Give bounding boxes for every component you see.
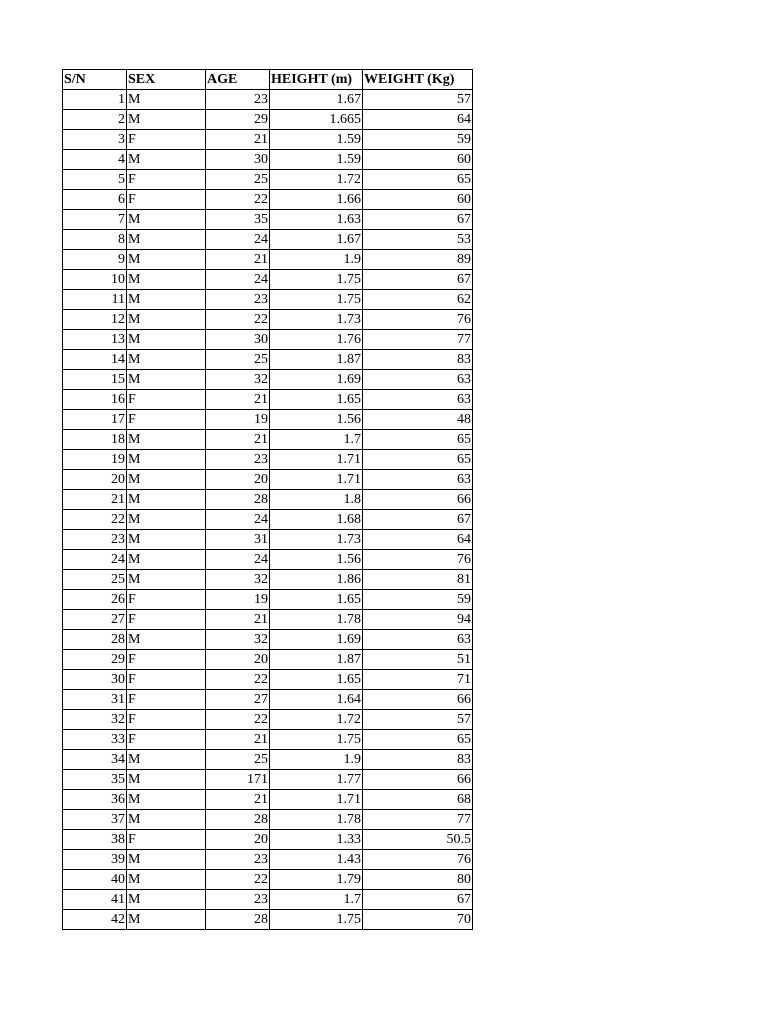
cell-sn: 8 <box>63 230 127 250</box>
cell-sex: M <box>127 530 206 550</box>
cell-sex: M <box>127 550 206 570</box>
cell-age: 21 <box>206 130 270 150</box>
cell-weight: 59 <box>363 130 473 150</box>
cell-sex: M <box>127 490 206 510</box>
cell-sex: M <box>127 470 206 490</box>
cell-sex: F <box>127 730 206 750</box>
cell-height: 1.87 <box>270 650 363 670</box>
cell-age: 21 <box>206 730 270 750</box>
cell-age: 23 <box>206 290 270 310</box>
table-row <box>63 650 473 670</box>
cell-age: 24 <box>206 510 270 530</box>
cell-weight: 59 <box>363 590 473 610</box>
cell-height: 1.71 <box>270 790 363 810</box>
cell-height: 1.75 <box>270 270 363 290</box>
cell-sex: F <box>127 710 206 730</box>
cell-sn: 9 <box>63 250 127 270</box>
data-table <box>62 69 473 930</box>
cell-height: 1.69 <box>270 370 363 390</box>
table-row <box>63 830 473 850</box>
cell-age: 24 <box>206 230 270 250</box>
table-row <box>63 710 473 730</box>
cell-sex: F <box>127 610 206 630</box>
cell-height: 1.59 <box>270 150 363 170</box>
cell-sn: 3 <box>63 130 127 150</box>
cell-weight: 89 <box>363 250 473 270</box>
cell-age: 20 <box>206 470 270 490</box>
cell-weight: 83 <box>363 350 473 370</box>
table-row <box>63 550 473 570</box>
cell-height: 1.665 <box>270 110 363 130</box>
header-height: HEIGHT (m) <box>270 70 363 90</box>
cell-age: 31 <box>206 530 270 550</box>
cell-weight: 67 <box>363 270 473 290</box>
cell-sex: F <box>127 670 206 690</box>
table-row <box>63 470 473 490</box>
cell-weight: 53 <box>363 230 473 250</box>
cell-height: 1.66 <box>270 190 363 210</box>
cell-age: 28 <box>206 810 270 830</box>
table-row <box>63 590 473 610</box>
header-sn: S/N <box>63 70 127 90</box>
cell-sn: 13 <box>63 330 127 350</box>
cell-height: 1.78 <box>270 810 363 830</box>
cell-height: 1.73 <box>270 310 363 330</box>
table-row <box>63 370 473 390</box>
table-row <box>63 150 473 170</box>
cell-weight: 48 <box>363 410 473 430</box>
cell-weight: 76 <box>363 310 473 330</box>
cell-sn: 29 <box>63 650 127 670</box>
cell-weight: 77 <box>363 330 473 350</box>
cell-age: 29 <box>206 110 270 130</box>
cell-weight: 66 <box>363 490 473 510</box>
cell-height: 1.65 <box>270 670 363 690</box>
cell-age: 171 <box>206 770 270 790</box>
cell-sn: 28 <box>63 630 127 650</box>
cell-sex: F <box>127 390 206 410</box>
cell-age: 24 <box>206 270 270 290</box>
cell-sex: F <box>127 650 206 670</box>
cell-weight: 67 <box>363 890 473 910</box>
cell-age: 25 <box>206 170 270 190</box>
cell-height: 1.75 <box>270 910 363 930</box>
cell-weight: 77 <box>363 810 473 830</box>
cell-weight: 65 <box>363 430 473 450</box>
cell-height: 1.77 <box>270 770 363 790</box>
cell-height: 1.56 <box>270 550 363 570</box>
cell-age: 22 <box>206 310 270 330</box>
cell-height: 1.71 <box>270 450 363 470</box>
cell-weight: 60 <box>363 150 473 170</box>
cell-sn: 19 <box>63 450 127 470</box>
cell-height: 1.67 <box>270 230 363 250</box>
cell-age: 20 <box>206 650 270 670</box>
cell-sn: 16 <box>63 390 127 410</box>
cell-sn: 37 <box>63 810 127 830</box>
table-row <box>63 330 473 350</box>
cell-sn: 26 <box>63 590 127 610</box>
cell-sn: 17 <box>63 410 127 430</box>
cell-weight: 63 <box>363 370 473 390</box>
table-row <box>63 610 473 630</box>
header-age: AGE <box>206 70 270 90</box>
cell-weight: 64 <box>363 110 473 130</box>
cell-age: 21 <box>206 430 270 450</box>
cell-height: 1.75 <box>270 290 363 310</box>
cell-height: 1.69 <box>270 630 363 650</box>
cell-weight: 63 <box>363 390 473 410</box>
cell-weight: 50.5 <box>363 830 473 850</box>
cell-age: 24 <box>206 550 270 570</box>
table-row <box>63 730 473 750</box>
table-row <box>63 130 473 150</box>
cell-sn: 40 <box>63 870 127 890</box>
cell-height: 1.64 <box>270 690 363 710</box>
table-row <box>63 490 473 510</box>
cell-height: 1.65 <box>270 590 363 610</box>
cell-sn: 41 <box>63 890 127 910</box>
cell-weight: 66 <box>363 770 473 790</box>
cell-sex: M <box>127 870 206 890</box>
cell-sn: 11 <box>63 290 127 310</box>
cell-age: 32 <box>206 570 270 590</box>
cell-age: 21 <box>206 610 270 630</box>
cell-age: 23 <box>206 850 270 870</box>
table-row <box>63 690 473 710</box>
cell-sn: 31 <box>63 690 127 710</box>
cell-weight: 64 <box>363 530 473 550</box>
cell-age: 22 <box>206 710 270 730</box>
table-row <box>63 350 473 370</box>
cell-sex: M <box>127 810 206 830</box>
cell-sex: M <box>127 430 206 450</box>
table-body <box>63 90 473 930</box>
cell-weight: 67 <box>363 210 473 230</box>
cell-weight: 83 <box>363 750 473 770</box>
table-row <box>63 790 473 810</box>
cell-sn: 2 <box>63 110 127 130</box>
cell-age: 28 <box>206 490 270 510</box>
table-row <box>63 210 473 230</box>
table-row <box>63 850 473 870</box>
cell-height: 1.63 <box>270 210 363 230</box>
cell-sn: 18 <box>63 430 127 450</box>
cell-sex: M <box>127 370 206 390</box>
cell-age: 19 <box>206 590 270 610</box>
cell-sex: M <box>127 350 206 370</box>
cell-age: 20 <box>206 830 270 850</box>
cell-sn: 38 <box>63 830 127 850</box>
cell-weight: 63 <box>363 630 473 650</box>
table-row <box>63 390 473 410</box>
cell-sex: M <box>127 750 206 770</box>
cell-age: 22 <box>206 870 270 890</box>
cell-sn: 4 <box>63 150 127 170</box>
cell-weight: 70 <box>363 910 473 930</box>
cell-sn: 30 <box>63 670 127 690</box>
cell-age: 32 <box>206 370 270 390</box>
cell-sex: M <box>127 310 206 330</box>
cell-sex: M <box>127 890 206 910</box>
cell-sn: 32 <box>63 710 127 730</box>
cell-sex: F <box>127 690 206 710</box>
cell-sn: 27 <box>63 610 127 630</box>
table-row <box>63 530 473 550</box>
cell-sex: F <box>127 590 206 610</box>
cell-weight: 65 <box>363 450 473 470</box>
cell-sex: M <box>127 630 206 650</box>
table-row <box>63 190 473 210</box>
cell-sex: M <box>127 250 206 270</box>
cell-height: 1.56 <box>270 410 363 430</box>
cell-age: 30 <box>206 150 270 170</box>
cell-height: 1.72 <box>270 170 363 190</box>
cell-age: 30 <box>206 330 270 350</box>
cell-sex: M <box>127 110 206 130</box>
cell-sex: M <box>127 850 206 870</box>
cell-sn: 12 <box>63 310 127 330</box>
cell-age: 23 <box>206 450 270 470</box>
cell-age: 21 <box>206 250 270 270</box>
table-row <box>63 910 473 930</box>
cell-sn: 15 <box>63 370 127 390</box>
cell-weight: 62 <box>363 290 473 310</box>
table-row <box>63 110 473 130</box>
cell-weight: 65 <box>363 730 473 750</box>
table-row <box>63 510 473 530</box>
cell-weight: 76 <box>363 550 473 570</box>
cell-weight: 81 <box>363 570 473 590</box>
cell-weight: 67 <box>363 510 473 530</box>
cell-height: 1.73 <box>270 530 363 550</box>
cell-height: 1.79 <box>270 870 363 890</box>
cell-sn: 21 <box>63 490 127 510</box>
cell-sn: 33 <box>63 730 127 750</box>
cell-sex: M <box>127 570 206 590</box>
cell-age: 23 <box>206 890 270 910</box>
cell-sn: 10 <box>63 270 127 290</box>
cell-age: 25 <box>206 750 270 770</box>
cell-height: 1.86 <box>270 570 363 590</box>
cell-weight: 60 <box>363 190 473 210</box>
cell-height: 1.8 <box>270 490 363 510</box>
cell-sex: M <box>127 910 206 930</box>
cell-height: 1.9 <box>270 750 363 770</box>
cell-height: 1.65 <box>270 390 363 410</box>
spreadsheet-page <box>62 69 473 930</box>
cell-sn: 20 <box>63 470 127 490</box>
table-row <box>63 670 473 690</box>
cell-weight: 63 <box>363 470 473 490</box>
cell-sex: M <box>127 150 206 170</box>
header-weight: WEIGHT (Kg) <box>363 70 473 90</box>
cell-sex: M <box>127 210 206 230</box>
cell-age: 35 <box>206 210 270 230</box>
cell-sex: F <box>127 830 206 850</box>
table-row <box>63 770 473 790</box>
cell-sn: 34 <box>63 750 127 770</box>
cell-height: 1.7 <box>270 430 363 450</box>
cell-weight: 76 <box>363 850 473 870</box>
cell-weight: 80 <box>363 870 473 890</box>
table-row <box>63 290 473 310</box>
cell-age: 22 <box>206 190 270 210</box>
cell-age: 19 <box>206 410 270 430</box>
cell-sn: 25 <box>63 570 127 590</box>
cell-sex: M <box>127 330 206 350</box>
cell-sex: M <box>127 450 206 470</box>
table-row <box>63 630 473 650</box>
cell-weight: 65 <box>363 170 473 190</box>
cell-sex: M <box>127 770 206 790</box>
cell-height: 1.43 <box>270 850 363 870</box>
cell-age: 27 <box>206 690 270 710</box>
cell-weight: 66 <box>363 690 473 710</box>
cell-sex: M <box>127 90 206 110</box>
table-row <box>63 570 473 590</box>
cell-sn: 24 <box>63 550 127 570</box>
cell-sex: M <box>127 790 206 810</box>
cell-age: 23 <box>206 90 270 110</box>
cell-height: 1.59 <box>270 130 363 150</box>
cell-sn: 5 <box>63 170 127 190</box>
table-row <box>63 90 473 110</box>
cell-sn: 39 <box>63 850 127 870</box>
cell-sex: M <box>127 230 206 250</box>
cell-sex: F <box>127 130 206 150</box>
cell-weight: 68 <box>363 790 473 810</box>
table-row <box>63 870 473 890</box>
table-row <box>63 430 473 450</box>
cell-height: 1.87 <box>270 350 363 370</box>
cell-sn: 35 <box>63 770 127 790</box>
cell-sn: 22 <box>63 510 127 530</box>
cell-sex: M <box>127 510 206 530</box>
cell-weight: 57 <box>363 90 473 110</box>
cell-height: 1.71 <box>270 470 363 490</box>
cell-age: 22 <box>206 670 270 690</box>
cell-sn: 1 <box>63 90 127 110</box>
cell-sex: M <box>127 290 206 310</box>
cell-sn: 23 <box>63 530 127 550</box>
cell-height: 1.7 <box>270 890 363 910</box>
cell-sn: 14 <box>63 350 127 370</box>
cell-weight: 51 <box>363 650 473 670</box>
cell-height: 1.76 <box>270 330 363 350</box>
table-row <box>63 230 473 250</box>
cell-age: 21 <box>206 390 270 410</box>
cell-height: 1.75 <box>270 730 363 750</box>
header-row <box>63 70 473 90</box>
cell-weight: 57 <box>363 710 473 730</box>
cell-age: 32 <box>206 630 270 650</box>
cell-height: 1.68 <box>270 510 363 530</box>
cell-sn: 6 <box>63 190 127 210</box>
cell-weight: 71 <box>363 670 473 690</box>
table-row <box>63 750 473 770</box>
cell-sex: F <box>127 170 206 190</box>
header-sex: SEX <box>127 70 206 90</box>
cell-age: 28 <box>206 910 270 930</box>
table-row <box>63 890 473 910</box>
table-row <box>63 410 473 430</box>
table-row <box>63 310 473 330</box>
cell-sex: F <box>127 410 206 430</box>
cell-weight: 94 <box>363 610 473 630</box>
table-row <box>63 250 473 270</box>
table-row <box>63 170 473 190</box>
cell-sex: M <box>127 270 206 290</box>
cell-age: 25 <box>206 350 270 370</box>
table-row <box>63 270 473 290</box>
cell-age: 21 <box>206 790 270 810</box>
cell-height: 1.78 <box>270 610 363 630</box>
cell-sn: 42 <box>63 910 127 930</box>
cell-height: 1.33 <box>270 830 363 850</box>
cell-sex: F <box>127 190 206 210</box>
cell-sn: 36 <box>63 790 127 810</box>
cell-sn: 7 <box>63 210 127 230</box>
table-row <box>63 450 473 470</box>
cell-height: 1.72 <box>270 710 363 730</box>
table-row <box>63 810 473 830</box>
cell-height: 1.67 <box>270 90 363 110</box>
cell-height: 1.9 <box>270 250 363 270</box>
